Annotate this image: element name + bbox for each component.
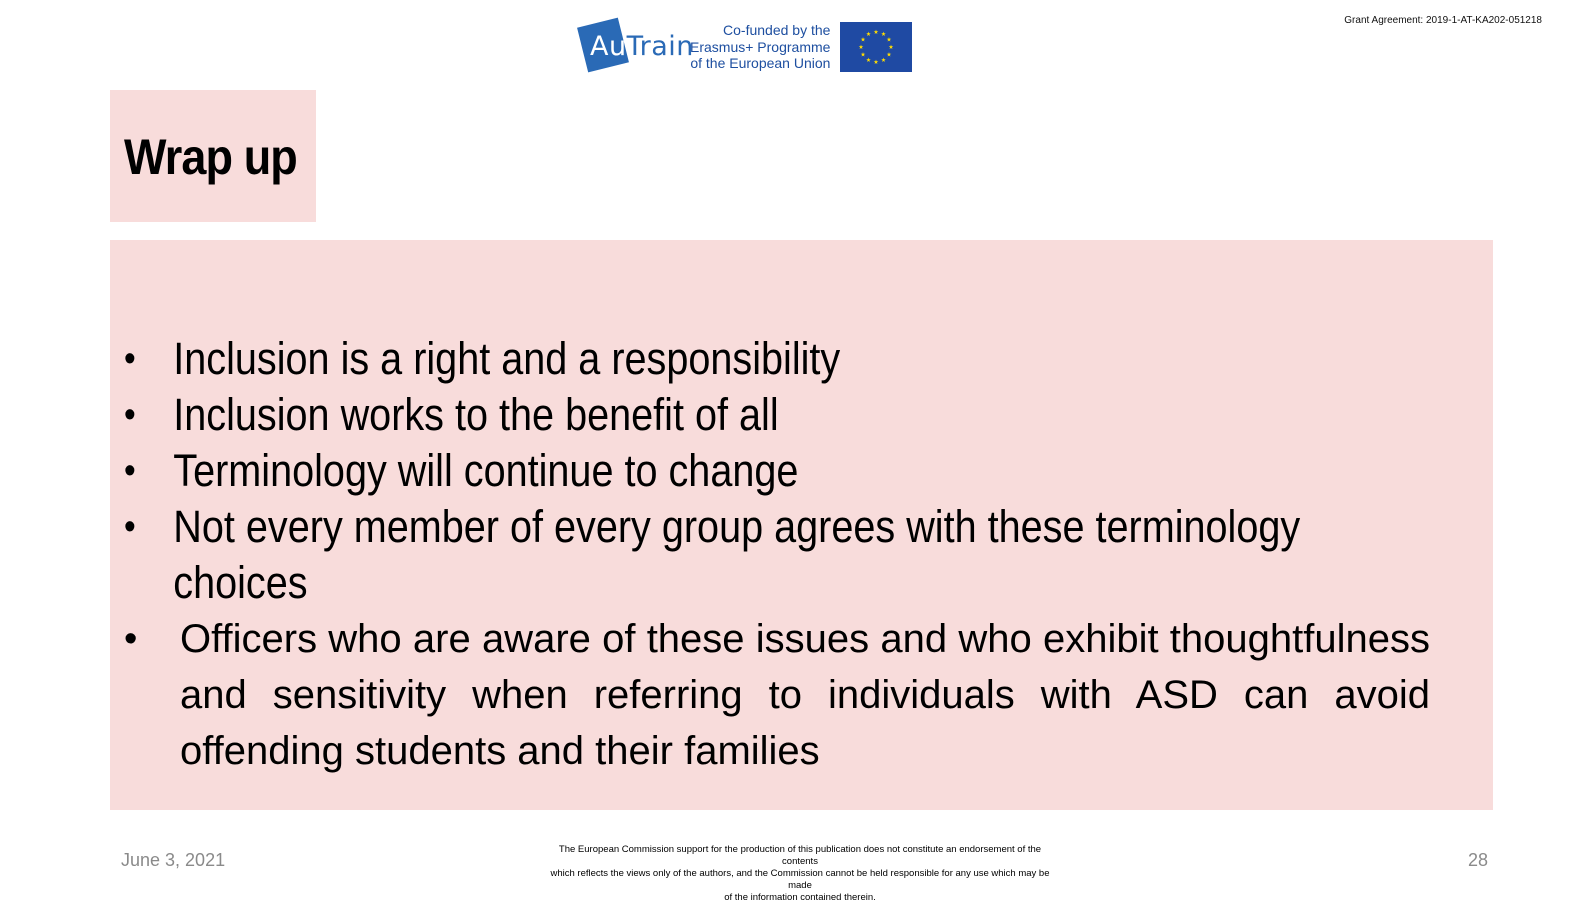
cofunded-line-3: of the European Union (690, 55, 831, 72)
bullet-dot: • (124, 506, 136, 548)
bullet-item (124, 611, 1430, 779)
cofunded-text (690, 22, 830, 72)
autrain-logo (578, 14, 694, 80)
bullet-item (124, 499, 1303, 611)
disclaimer-line-2: which reflects the views only of the authors, and the Commission cannot be held responsible for any use which may be made (550, 868, 1050, 891)
bullet-item (124, 331, 1303, 387)
autrain-logo-suffix: Train (626, 31, 694, 62)
bullet-dot: • (124, 618, 138, 660)
eu-flag-icon (840, 22, 912, 72)
bullet-item (124, 443, 1303, 499)
bullet-text: Terminology will continue to change (173, 445, 799, 496)
bullet-list (124, 331, 1464, 779)
bullet-dot: • (124, 338, 136, 380)
cofunded-line-2: Erasmus+ Programme (690, 38, 831, 55)
bullet-text: Not every member of every group agrees with these terminology choices (173, 501, 1301, 608)
bullet-dot: • (124, 450, 136, 492)
logo-bar (578, 14, 912, 80)
grant-agreement: Grant Agreement: 2019-1-AT-KA202-051218 (1344, 15, 1542, 26)
bullet-text: Officers who are aware of these issues and who exhibit thoughtfulness and sensitivity when referring to individuals with ASD can avoid offending students and their families (180, 617, 1430, 773)
disclaimer (540, 844, 1060, 904)
autrain-logo-prefix: Au (590, 31, 627, 62)
page-number: 28 (1467, 850, 1488, 870)
cofunded-line-1: Co-funded by the (723, 22, 831, 39)
bullet-text: Inclusion works to the benefit of all (173, 389, 779, 440)
content-panel (110, 240, 1493, 810)
slide-date: June 3, 2021 (121, 850, 226, 870)
disclaimer-line-3: of the information contained therein. (724, 892, 876, 903)
bullet-text: Inclusion is a right and a responsibility (173, 333, 841, 384)
bullet-dot: • (124, 394, 136, 436)
slide-title: Wrap up (124, 129, 297, 185)
title-panel (110, 90, 316, 222)
bullet-item (124, 387, 1303, 443)
autrain-logo-text (590, 31, 694, 62)
disclaimer-line-1: The European Commission support for the production of this publication does not constitute an endorsement of the contents (558, 844, 1042, 867)
